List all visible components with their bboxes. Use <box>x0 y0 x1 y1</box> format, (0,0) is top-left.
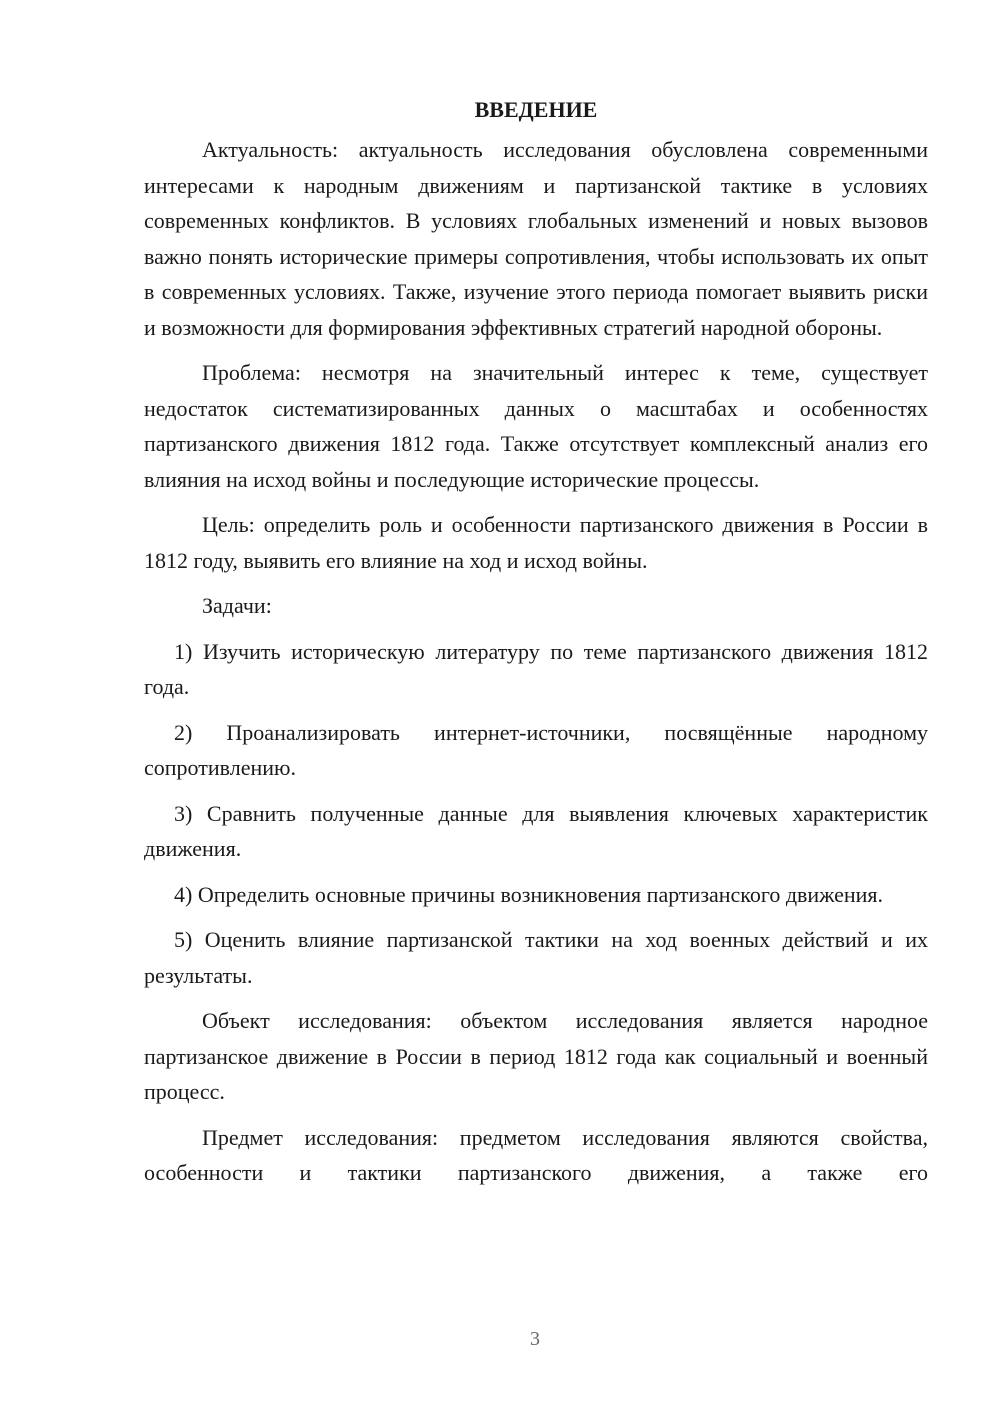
paragraph-goal: Цель: определить роль и особенности партизанского движения в России в 1812 году, выявить его влияние на ход и исход войны. <box>144 512 928 573</box>
paragraph-tasks-heading: Задачи: <box>202 593 272 618</box>
paragraph-problem: Проблема: несмотря на значительный интерес к теме, существует недостаток систематизированных данных о масштабах и особенностях партизанского движения 1812 года. Также отсутствует комплексный анализ его влияния на исход войны и последующие исторические процессы. <box>144 360 928 492</box>
document-page <box>144 92 928 1191</box>
task-item-3: 3) Сравнить полученные данные для выявления ключевых характеристик движения. <box>144 800 928 861</box>
paragraph-subject: Предмет исследования: предметом исследования являются свойства, особенности и тактики партизанского движения, а также его <box>144 1124 928 1185</box>
paragraph-relevance: Актуальность: актуальность исследования обусловлена современными интересами к народным движениям и партизанской тактике в условиях современных конфликтов. В условиях глобальных изменений и новых вызовов важно понять исторические примеры сопротивления, чтобы использовать их опыт в современных условиях. Также, изучение этого периода помогает выявить риски и возможности для формирования эффективных стратегий народной обороны. <box>144 137 928 340</box>
task-item-1: 1) Изучить историческую литературу по теме партизанского движения 1812 года. <box>144 638 928 699</box>
page-number: 3 <box>530 1328 540 1350</box>
task-item-5: 5) Оценить влияние партизанской тактики на ход военных действий и их результаты. <box>144 927 928 988</box>
task-item-4: 4) Определить основные причины возникновения партизанского движения. <box>174 881 884 907</box>
task-item-2: 2) Проанализировать интернет-источники, посвящённые народному сопротивлению. <box>144 719 928 780</box>
section-title: ВВЕДЕНИЕ <box>474 97 598 122</box>
paragraph-object: Объект исследования: объектом исследования является народное партизанское движение в России в период 1812 года как социальный и военный процесс. <box>144 1008 928 1104</box>
